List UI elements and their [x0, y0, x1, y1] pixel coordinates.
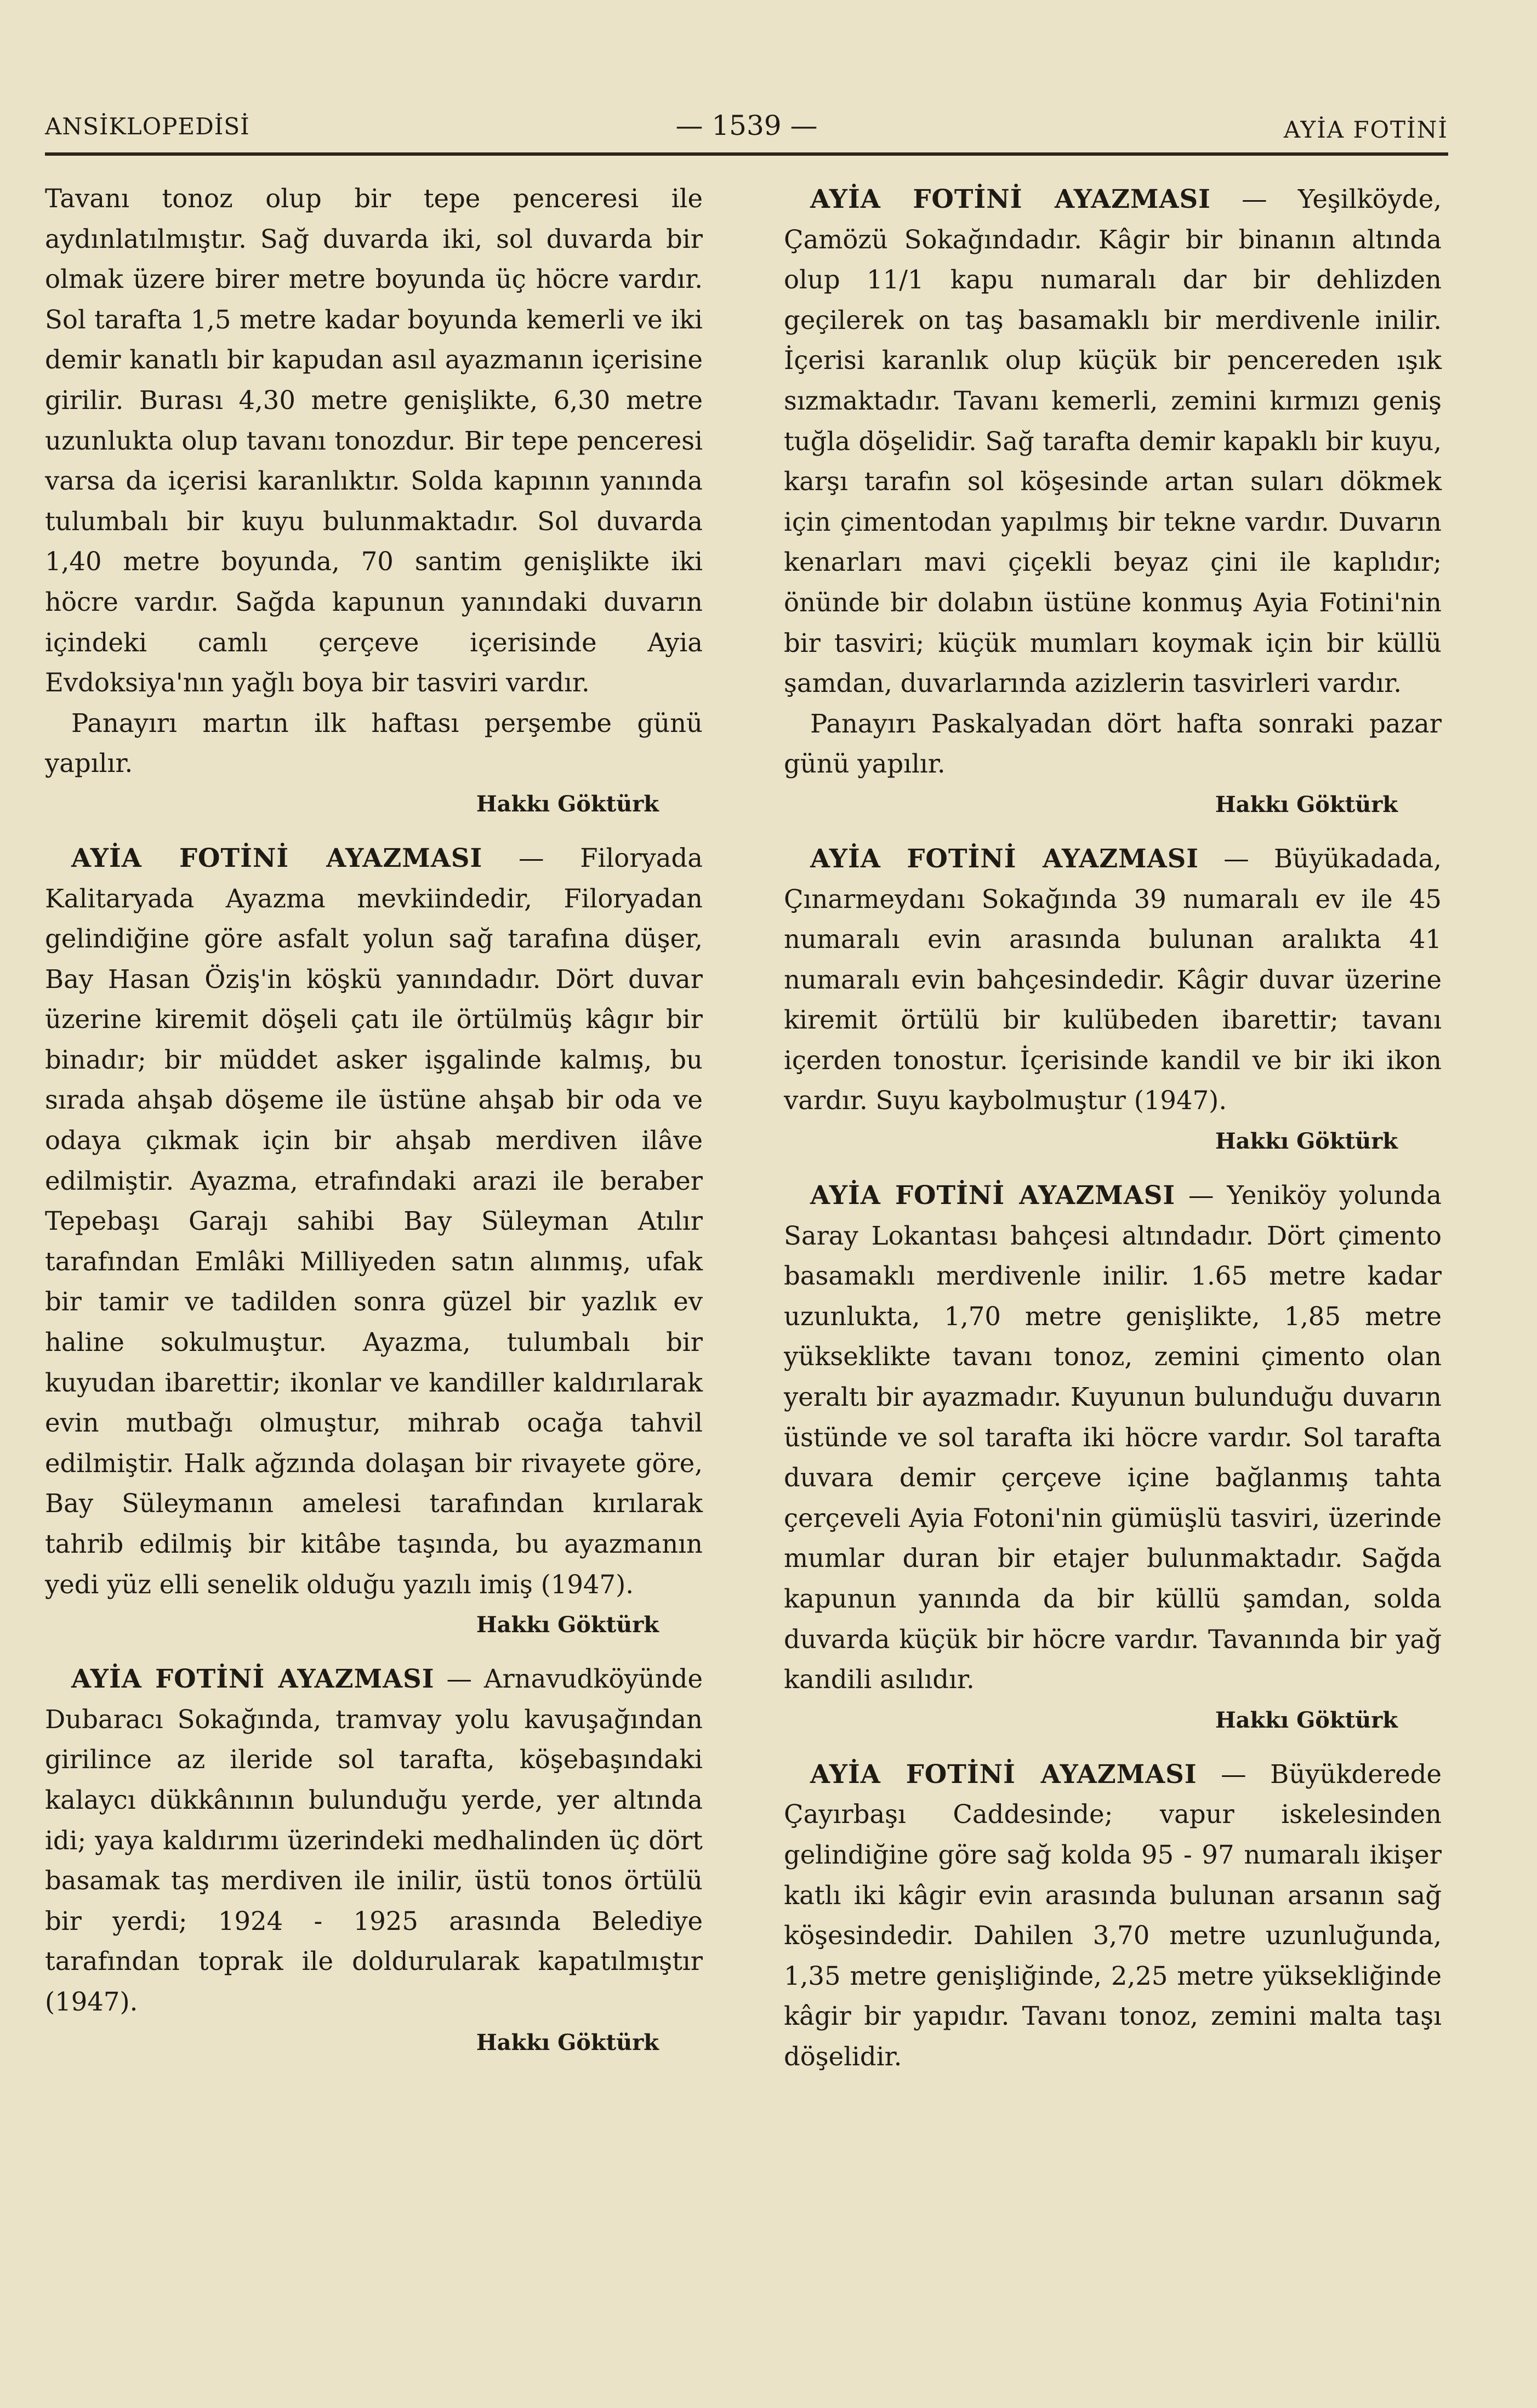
author-signature: Hakkı Göktürk	[476, 2029, 659, 2055]
entry-paragraph	[45, 838, 703, 1605]
entry-headword: AYİA FOTİNİ AYAZMASI	[810, 1758, 1197, 1789]
entry-paragraph	[784, 1754, 1442, 2077]
header-left-title: ANSİKLOPEDİSİ	[45, 113, 250, 140]
entry-paragraph: Panayırı martın ilk haftası perşembe günü yapılır.	[45, 708, 703, 779]
entry-paragraph: Panayırı Paskalyadan dört hafta sonraki pazar günü yapılır.	[784, 708, 1442, 779]
author-signature: Hakkı Göktürk	[476, 1612, 659, 1638]
entry-text: — Yeşilköyde, Çamözü Sokağındadır. Kâgir bir binanın altında olup 11/1 kapu numaralı dar bir dehlizden geçilerek on taş basamaklı bir merdivenle inilir. İçerisi karanlık olup küçük bir pencereden ışık sızmaktadır. Tavanı kemerli, zemini kırmızı geniş tuğla döşelidir. Sağ tarafta demir kapaklı bir kuyu, karşı tarafın sol köşesinde artan suları dökmek için çimentodan yapılmış bir tekne vardır. Duvarın kenarları mavi çiçekli beyaz çini ile kaplıdır; önünde bir dolabın üstüne konmuş Ayia Fotini'nin bir tasviri; küçük mumları koymak için bir küllü şamdan, duvarlarında azizlerin tasvirleri vardır.	[784, 184, 1442, 698]
header-right-title: AYİA FOTİNİ	[1283, 116, 1448, 143]
page-number: — 1539 —	[675, 110, 818, 141]
entry-text: — Büyükadada, Çınarmeydanı Sokağında 39 numaralı ev ile 45 numaralı evin arasında bulunan aralıkta 41 numaralı evin bahçesindedir. Kâgir duvar üzerine kiremit örtülü bir kulübeden ibarettir; tavanı içerden tonostur. İçerisinde kandil ve bir iki ikon vardır. Suyu kaybolmuştur (1947).	[784, 843, 1442, 1116]
author-signature: Hakkı Göktürk	[1215, 1128, 1398, 1155]
entry-paragraph	[784, 179, 1442, 704]
entry-headword: AYİA FOTİNİ AYAZMASI	[71, 842, 483, 873]
entry-text: — Filoryada Kalitaryada Ayazma mevkiindedir, Filoryadan gelindiğine göre asfalt yolun sağ tarafına düşer, Bay Hasan Öziş'in köşkü yanındadır. Dört duvar üzerine kiremit döşeli çatı ile örtülmüş kâgır bir binadır; bir müddet asker işgalinde kalmış, bu sırada ahşab döşeme ile üstüne ahşab bir oda ve odaya çıkmak için bir ahşab merdiven ilâve edilmiştir. Ayazma, etrafındaki arazi ile beraber Tepebaşı Garajı sahibi Bay Süleyman Atılır tarafından Emlâki Milliyeden satın alınmış, ufak bir tamir ve tadilden sonra güzel bir yazlık ev haline sokulmuştur. Ayazma, tulumbalı bir kuyudan ibarettir; ikonlar ve kandiller kaldırılarak evin mutbağı olmuştur, mihrab ocağa tahvil edilmiştir. Halk ağzında dolaşan bir rivayete göre, Bay Süleymanın amelesi tarafından kırılarak tahrib edilmiş bir kitâbe taşında, bu ayazmanın yedi yüz elli senelik olduğu yazılı imiş (1947).	[45, 843, 703, 1599]
entry-buyukdere	[784, 1754, 1442, 2077]
continued-entry	[45, 179, 703, 821]
entry-paragraph	[784, 1175, 1442, 1700]
entry-headword: AYİA FOTİNİ AYAZMASI	[810, 843, 1199, 873]
entry-buyukada	[784, 838, 1442, 1158]
entry-paragraph	[45, 1659, 703, 2022]
header-rule	[45, 152, 1448, 156]
entry-yesilkoy	[784, 179, 1442, 822]
entry-paragraph: Tavanı tonoz olup bir tepe penceresi ile aydınlatılmıştır. Sağ duvarda iki, sol duvarda bir olmak üzere birer metre boyunda üç höcre vardır. Sol tarafta 1,5 metre kadar boyunda kemerli ve iki demir kanatlı bir kapudan asıl ayazmanın içerisine girilir. Burası 4,30 metre genişlikte, 6,30 metre uzunlukta olup tavanı tonozdur. Bir tepe penceresi varsa da içerisi karanlıktır. Solda kapının yanında tulumbalı bir kuyu bulunmaktadır. Sol duvarda 1,40 metre boyunda, 70 santim genişlikte iki höcre vardır. Sağda kapunun yanındaki duvarın içindeki camlı çerçeve içerisinde Ayia Evdoksiya'nın yağlı boya bir tasviri vardır.	[45, 184, 703, 698]
entry-headword: AYİA FOTİNİ AYAZMASI	[810, 1180, 1176, 1211]
entry-headword: AYİA FOTİNİ AYAZMASI	[71, 1663, 435, 1694]
entry-arnavudkoy	[45, 1659, 703, 2059]
right-column	[784, 179, 1442, 2077]
entry-text: — Büyükderede Çayırbaşı Caddesinde; vapur iskelesinden gelindiğine göre sağ kolda 95 - 97 numaralı ikişer katlı iki kâgir evin arasında bulunan arsanın sağ köşesindedir. Dahilen 3,70 metre uzunluğunda, 1,35 metre genişliğinde, 2,25 metre yüksekliğinde kâgir bir yapıdır. Tavanı tonoz, zemini malta taşı döşelidir.	[784, 1759, 1442, 2071]
entry-text: — Arnavudköyünde Dubaracı Sokağında, tramvay yolu kavuşağından girilince az ileride sol tarafta, köşebaşındaki kalaycı dükkânının bulunduğu yerde, yer altında idi; yaya kaldırımı üzerindeki medhalinden üç dört basamak taş merdiven ile inilir, üstü tonos örtülü bir yerdi; 1924 - 1925 arasında Belediye tarafından toprak ile doldurularak kapatılmıştır (1947).	[45, 1664, 703, 2017]
entry-filoryada	[45, 838, 703, 1642]
author-signature: Hakkı Göktürk	[1215, 791, 1398, 817]
left-column	[45, 179, 703, 2076]
entry-paragraph	[784, 838, 1442, 1121]
author-signature: Hakkı Göktürk	[476, 791, 659, 817]
entry-text: — Yeniköy yolunda Saray Lokantası bahçesi altındadır. Dört çimento basamaklı merdivenle inilir. 1.65 metre kadar uzunlukta, 1,70 metre genişlikte, 1,85 metre yükseklikte tavanı tonoz, zemini çimento olan yeraltı bir ayazmadır. Kuyunun bulunduğu duvarın üstünde ve sol tarafta iki höcre vardır. Sol tarafta duvara demir çerçeve içine bağlanmış tahta çerçeveli Ayia Fotoni'nin gümüşlü tasviri, üzerinde mumlar duran bir etajer bulunmaktadır. Sağda kapunun yanında da bir küllü şamdan, solda duvarda küçük bir höcre vardır. Tavanında bir yağ kandili asılıdır.	[784, 1180, 1442, 1695]
author-signature: Hakkı Göktürk	[1215, 1707, 1398, 1733]
running-header	[45, 102, 1448, 162]
entry-headword: AYİA FOTİNİ AYAZMASI	[810, 184, 1211, 214]
entry-yenikoy	[784, 1175, 1442, 1737]
